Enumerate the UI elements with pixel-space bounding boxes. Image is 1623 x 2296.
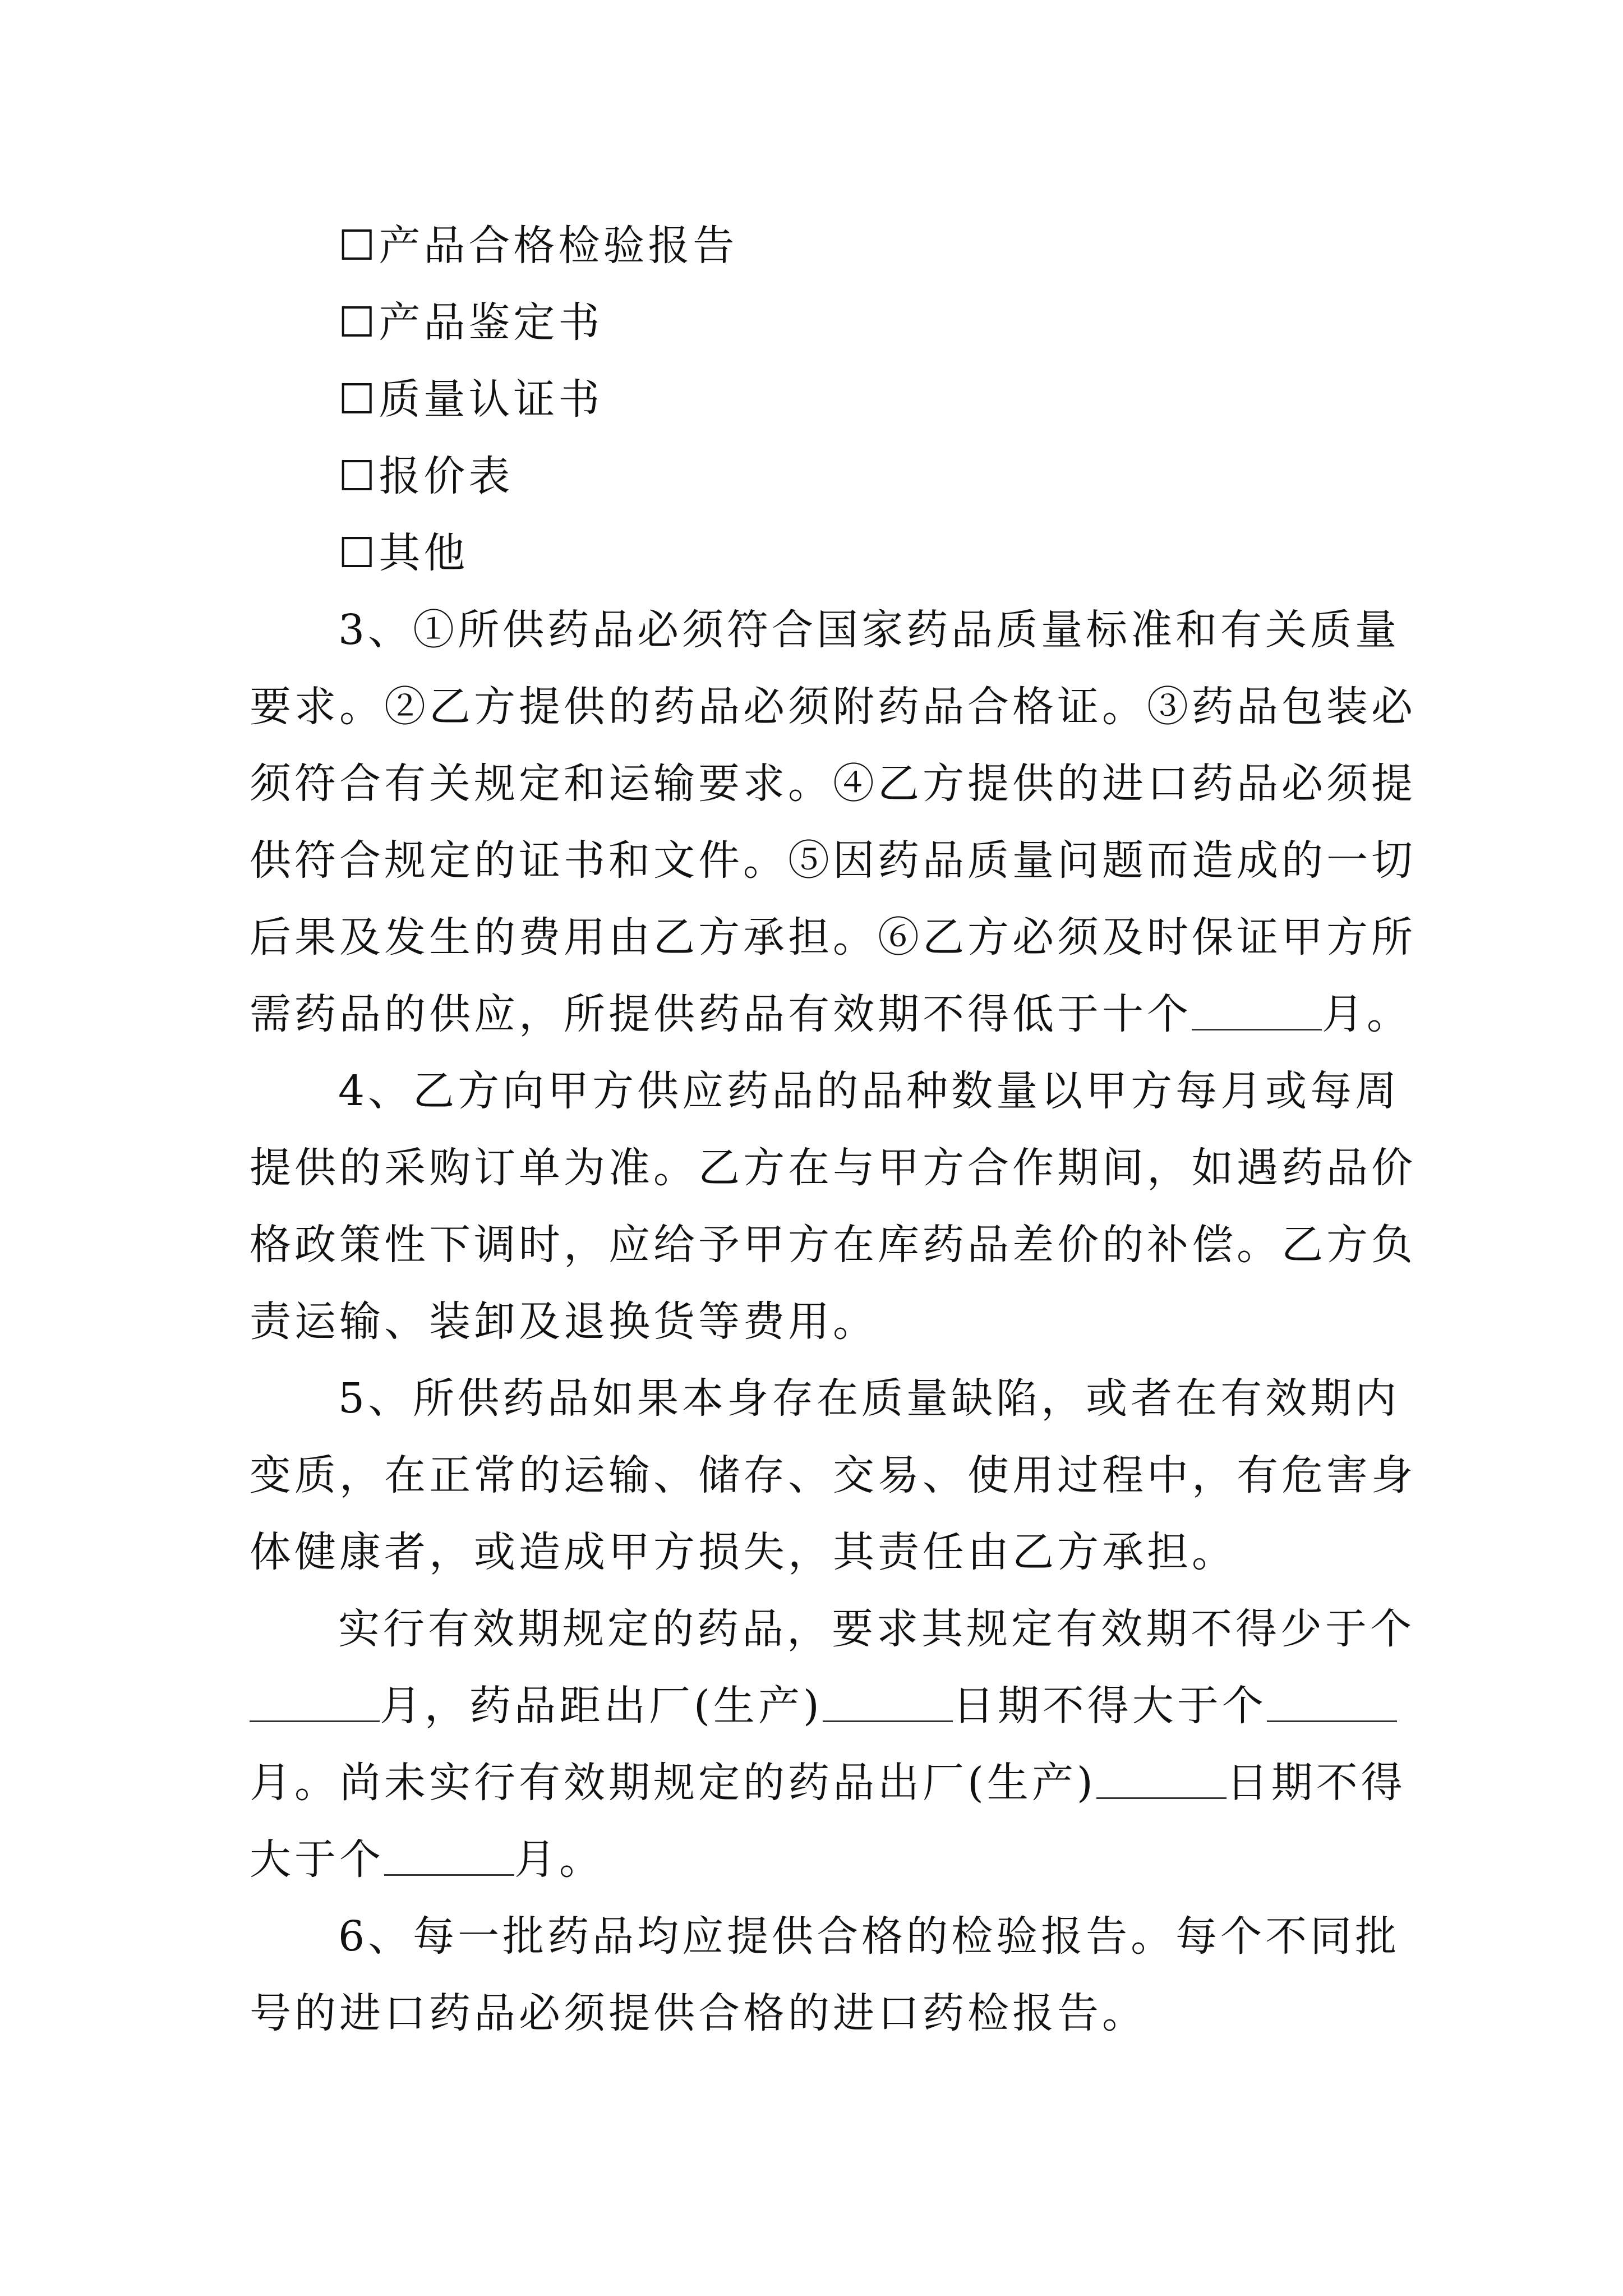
expiry-text: 月，药品距出厂(生产): [380, 1682, 823, 1730]
clause-3-line: 要求。②乙方提供的药品必须附药品合格证。③药品包装必: [250, 683, 1416, 731]
clause-5-line: 变质，在正常的运输、储存、交易、使用过程中，有危害身: [250, 1451, 1416, 1499]
expiry-text: 日期不得: [1226, 1759, 1406, 1807]
clause-3-text: 需药品的供应，所提供药品有效期不得低于十个: [250, 990, 1192, 1038]
clause-3: [250, 592, 1416, 1053]
blank-field: [1192, 991, 1322, 1030]
clause-5-line: 体健康者，或造成甲方损失，其责任由乙方承担。: [250, 1528, 1237, 1576]
checklist-item-quality-certificate: ☐质量认证书: [338, 375, 603, 424]
checklist-item-appraisal-certificate: ☐产品鉴定书: [338, 298, 603, 347]
clause-3-last-line: [250, 976, 1412, 1053]
checklist-item-price-list: ☐报价表: [338, 452, 514, 500]
checklist-item-inspection-report: ☐产品合格检验报告: [338, 222, 738, 270]
expiry-clause: [250, 1591, 1415, 1898]
expiry-line-2: [250, 1668, 1382, 1745]
blank-field: [250, 1683, 380, 1722]
clause-4: [250, 1053, 1416, 1360]
document-body: [250, 208, 1416, 2052]
clause-5-line: 5、所供药品如果本身存在质量缺陷，或者在有效期内: [338, 1374, 1400, 1423]
expiry-line-1: 实行有效期规定的药品，要求其规定有效期不得少于个: [338, 1605, 1415, 1653]
clause-6-line: 6、每一批药品均应提供合格的检验报告。每个不同批: [338, 1912, 1400, 1961]
expiry-line-4: [250, 1821, 1382, 1898]
attachment-checklist: [250, 208, 1382, 592]
clause-3-line: 须符合有关规定和运输要求。④乙方提供的进口药品必须提: [250, 760, 1416, 808]
clause-3-text-end: 月。: [1322, 990, 1412, 1038]
blank-field: [384, 1837, 514, 1876]
clause-6-line: 号的进口药品必须提供合格的进口药检报告。: [250, 1989, 1147, 2037]
blank-field: [1267, 1683, 1397, 1722]
clause-5: [250, 1360, 1416, 1591]
clause-4-line: 提供的采购订单为准。乙方在与甲方合作期间，如遇药品价: [250, 1144, 1416, 1192]
checklist-item-other: ☐其他: [338, 529, 469, 577]
clause-3-line: 供符合规定的证书和文件。⑤因药品质量问题而造成的一切: [250, 836, 1416, 885]
expiry-text: 日期不得大于个: [952, 1682, 1267, 1730]
expiry-text: 大于个: [250, 1835, 384, 1884]
clause-6: [250, 1898, 1400, 2052]
clause-3-line: 3、①所供药品必须符合国家药品质量标准和有关质量: [338, 606, 1400, 654]
expiry-text: 月。: [514, 1835, 604, 1884]
clause-4-line: 4、乙方向甲方供应药品的品种数量以甲方每月或每周: [338, 1067, 1400, 1115]
clause-4-line: 责运输、装卸及退换货等费用。: [250, 1297, 878, 1346]
clause-4-line: 格政策性下调时，应给予甲方在库药品差价的补偿。乙方负: [250, 1221, 1416, 1269]
blank-field: [1096, 1760, 1227, 1799]
expiry-line-3: [250, 1745, 1406, 1821]
blank-field: [823, 1683, 953, 1722]
expiry-text: 月。尚未实行有效期规定的药品出厂(生产): [250, 1759, 1096, 1807]
clause-3-line: 后果及发生的费用由乙方承担。⑥乙方必须及时保证甲方所: [250, 913, 1416, 961]
